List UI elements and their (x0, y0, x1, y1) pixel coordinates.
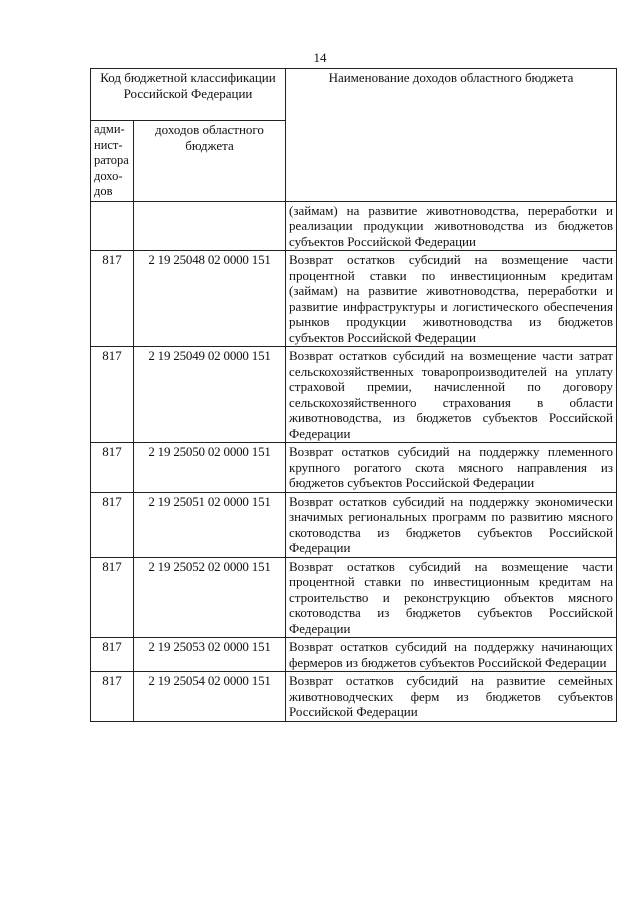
revenue-name: Возврат остатков субсидий на возмещение части процентной ставки по инвестиционным кредитам (займам) на развитие животноводства, переработки и развитие инфраструктуры и логистического обеспечения рынков продукции животноводства из бюджетов субъектов Российской Федерации (286, 251, 617, 347)
table-row (91, 347, 617, 443)
administrator-code: 817 (91, 557, 134, 638)
administrator-code (91, 201, 134, 251)
administrator-code: 817 (91, 251, 134, 347)
table-header (91, 69, 617, 202)
revenue-code: 2 19 25052 02 0000 151 (134, 557, 286, 638)
revenue-code: 2 19 25048 02 0000 151 (134, 251, 286, 347)
header-administrator: адми-нист-ратора дохо-дов (91, 121, 134, 202)
revenue-name: Возврат остатков субсидий на возмещение части процентной ставки по инвестиционным кредитам на строительство и реконструкцию объектов мясного скотоводства из бюджетов субъектов Российской Федерации (286, 557, 617, 638)
revenue-name: Возврат остатков субсидий на поддержку начинающих фермеров из бюджетов субъектов Российской Федерации (286, 638, 617, 672)
page-number: 14 (313, 50, 327, 65)
revenue-name: (займам) на развитие животноводства, переработки и реализации продукции животноводства из бюджетов субъектов Российской Федерации (286, 201, 617, 251)
table-body (91, 201, 617, 721)
header-budget-classification-code: Код бюджетной классификации Российской Федерации (91, 69, 286, 121)
revenue-code: 2 19 25054 02 0000 151 (134, 672, 286, 722)
header-revenue-name: Наименование доходов областного бюджета (286, 69, 617, 202)
budget-classification-table (90, 68, 617, 722)
revenue-name: Возврат остатков субсидий на развитие семейных животноводческих ферм из бюджетов субъектов Российской Федерации (286, 672, 617, 722)
table-row (91, 201, 617, 251)
administrator-code: 817 (91, 492, 134, 557)
revenue-code: 2 19 25051 02 0000 151 (134, 492, 286, 557)
revenue-code (134, 201, 286, 251)
administrator-code: 817 (91, 347, 134, 443)
revenue-code: 2 19 25049 02 0000 151 (134, 347, 286, 443)
administrator-code: 817 (91, 443, 134, 493)
revenue-name: Возврат остатков субсидий на поддержку племенного крупного рогатого скота мясного направления из бюджетов субъектов Российской Федерации (286, 443, 617, 493)
table-row (91, 638, 617, 672)
table-row (91, 443, 617, 493)
administrator-code: 817 (91, 672, 134, 722)
table-row (91, 672, 617, 722)
table-row (91, 557, 617, 638)
table-row (91, 492, 617, 557)
table-row (91, 251, 617, 347)
revenue-name: Возврат остатков субсидий на поддержку экономически значимых региональных программ по развитию мясного скотоводства из бюджетов субъектов Российской Федерации (286, 492, 617, 557)
revenue-code: 2 19 25053 02 0000 151 (134, 638, 286, 672)
header-revenue-code: доходов областного бюджета (134, 121, 286, 202)
revenue-code: 2 19 25050 02 0000 151 (134, 443, 286, 493)
revenue-name: Возврат остатков субсидий на возмещение части затрат сельскохозяйственных товаропроизводителей на уплату страховой премии, начисленной по договору сельскохозяйственного страхования в области животноводства, из бюджетов субъектов Российской Федерации (286, 347, 617, 443)
administrator-code: 817 (91, 638, 134, 672)
